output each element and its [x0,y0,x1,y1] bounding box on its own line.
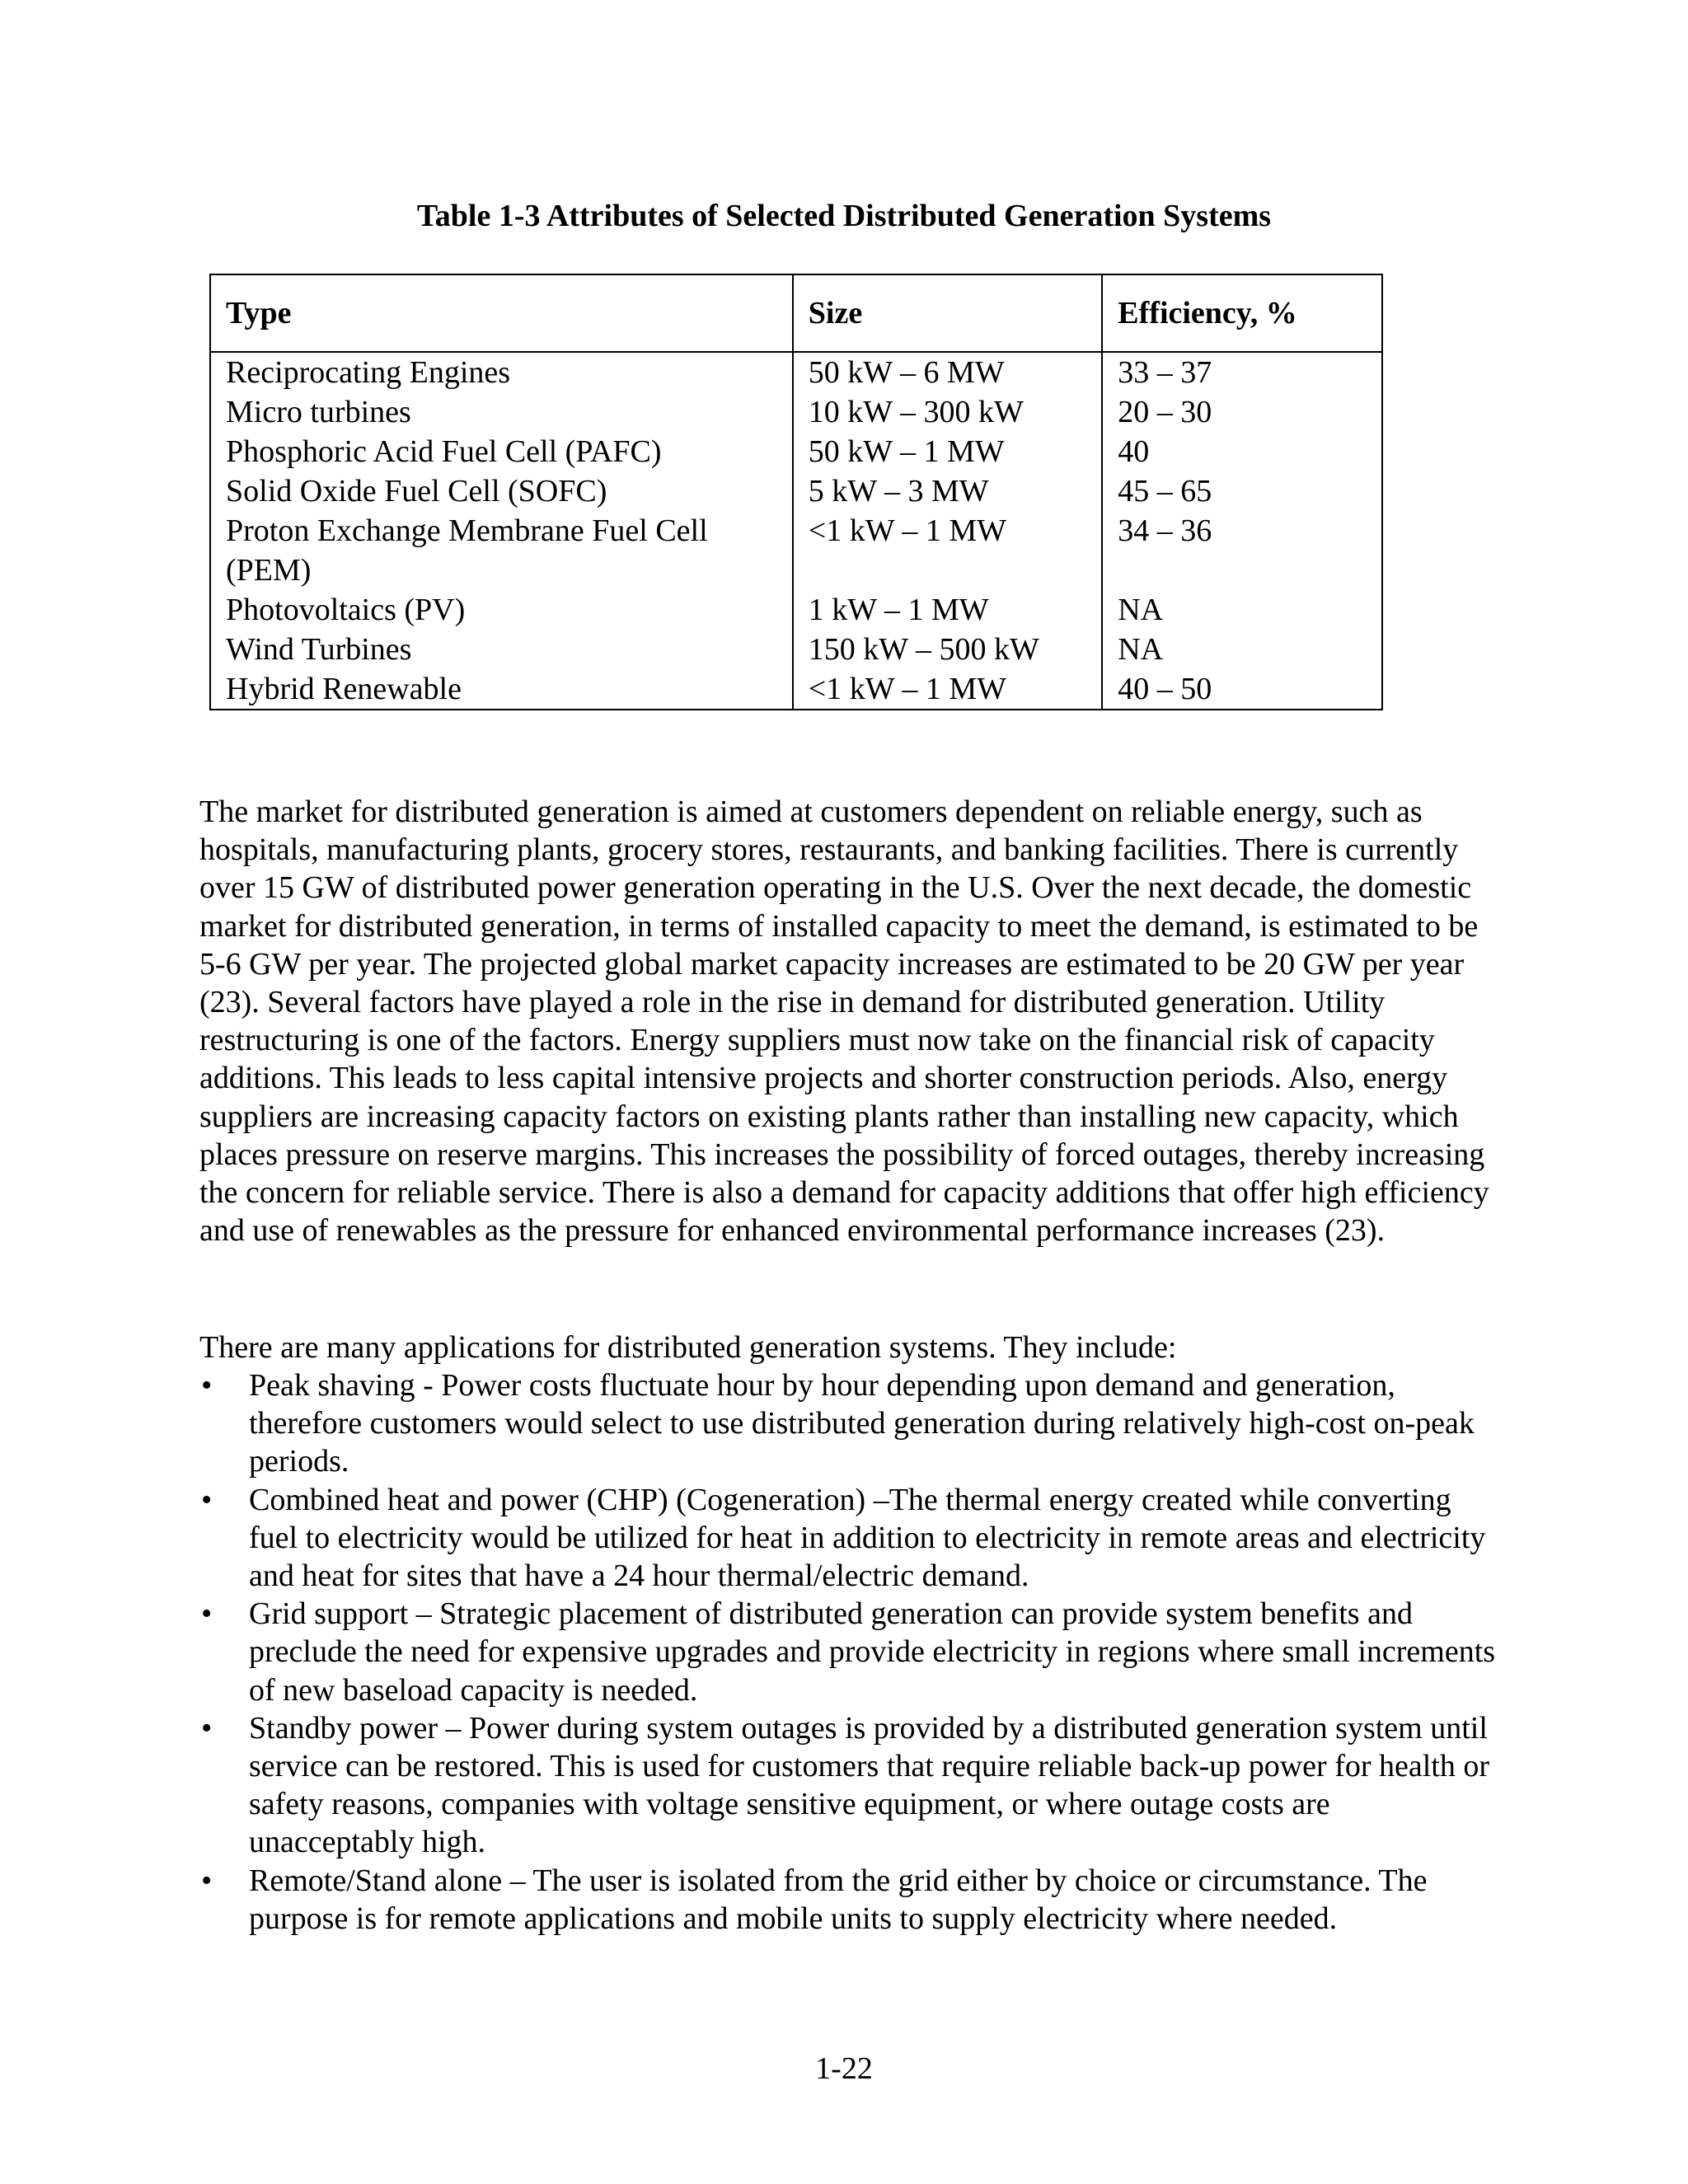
cell-size: 150 kW – 500 kW [793,630,1103,669]
cell-efficiency: 40 – 50 [1102,669,1382,710]
market-paragraph: The market for distributed generation is aimed at customers dependent on reliable energy, such as hospitals, manufacturing plants, grocery stores, restaurants, and banking facilities. There is currently over 15 GW of distributed power generation operating in the U.S. Over the next decade, the domestic market for distributed generation, in terms of installed capacity to meet the demand, is estimated to be 5-6 GW per year. The projected global market capacity increases are estimated to be 20 GW per year (23). Several factors have played a role in the rise in demand for distributed generation. Utility restructuring is one of the factors. Energy suppliers must now take on the financial risk of capacity additions. This leads to less capital intensive projects and shorter construction periods. Also, energy suppliers are increasing capacity factors on existing plants rather than installing new capacity, which places pressure on reserve margins. This increases the possibility of forced outages, thereby increasing the concern for reliable service. There is also a demand for capacity additions that offer high efficiency and use of renewables as the pressure for enhanced environmental performance increases (23). [199,794,1489,1249]
table-row [210,352,1382,392]
bullet-symbol: • [201,1482,213,1517]
cell-size: 50 kW – 6 MW [793,352,1103,392]
bullet-symbol: • [201,1710,213,1746]
header-efficiency: Efficiency, % [1102,274,1382,352]
cell-size: 50 kW – 1 MW [793,432,1103,471]
cell-size: 1 kW – 1 MW [793,590,1103,630]
cell-efficiency: 20 – 30 [1102,392,1382,432]
distributed-generation-table [209,274,1383,710]
table-row [210,511,1382,590]
cell-efficiency: 40 [1102,432,1382,471]
list-item [199,1709,1502,1862]
list-item-text: Remote/Stand alone – The user is isolated from the grid either by choice or circumstance. The purpose is for remote applications and mobile units to supply electricity where needed. [249,1863,1428,1936]
table-row [210,590,1382,630]
cell-size: <1 kW – 1 MW [793,511,1103,590]
list-item-text: Grid support – Strategic placement of distributed generation can provide system benefits and preclude the need for expensive upgrades and provide electricity in regions where small increments of new baseload capacity is needed. [249,1596,1496,1708]
list-item [199,1595,1502,1709]
cell-size: 5 kW – 3 MW [793,471,1103,511]
cell-efficiency: 34 – 36 [1102,511,1382,590]
bullet-symbol: • [201,1863,213,1898]
cell-type: Hybrid Renewable [210,669,793,710]
cell-type: Solid Oxide Fuel Cell (SOFC) [210,471,793,511]
table-row [210,392,1382,432]
cell-type: Micro turbines [210,392,793,432]
applications-intro: There are many applications for distributed generation systems. They include: [199,1330,1177,1365]
list-item-text: Peak shaving - Power costs fluctuate hour by hour depending upon demand and generation, therefore customers would select to use distributed generation during relatively high-cost on-peak periods. [249,1368,1475,1479]
table-row [210,471,1382,511]
list-item [199,1481,1502,1596]
cell-efficiency: 33 – 37 [1102,352,1382,392]
table-row [210,432,1382,471]
cell-efficiency: NA [1102,590,1382,630]
cell-type: Reciprocating Engines [210,352,793,392]
cell-type: Proton Exchange Membrane Fuel Cell (PEM) [210,511,793,590]
list-item [199,1862,1502,1938]
table-row [210,669,1382,710]
page-number: 1-22 [815,2051,873,2086]
header-size: Size [793,274,1103,352]
header-type: Type [210,274,793,352]
table-row [210,630,1382,669]
cell-type: Wind Turbines [210,630,793,669]
table-header-row [210,274,1382,352]
cell-efficiency: 45 – 65 [1102,471,1382,511]
bullet-symbol: • [201,1596,213,1632]
cell-efficiency: NA [1102,630,1382,669]
list-item [199,1366,1502,1481]
cell-type: Phosphoric Acid Fuel Cell (PAFC) [210,432,793,471]
cell-size: <1 kW – 1 MW [793,669,1103,710]
cell-type: Photovoltaics (PV) [210,590,793,630]
table-title: Table 1-3 Attributes of Selected Distributed Generation Systems [416,199,1272,233]
applications-list [199,1366,1502,1938]
bullet-symbol: • [201,1368,213,1403]
list-item-text: Combined heat and power (CHP) (Cogeneration) –The thermal energy created while converting fuel to electricity would be utilized for heat in addition to electricity in remote areas and electricity and heat for sites that have a 24 hour thermal/electric demand. [249,1482,1486,1594]
cell-size: 10 kW – 300 kW [793,392,1103,432]
list-item-text: Standby power – Power during system outages is provided by a distributed generation system until service can be restored. This is used for customers that require reliable back-up power for health or safety reasons, companies with voltage sensitive equipment, or where outage costs are unacceptably high. [249,1710,1490,1860]
